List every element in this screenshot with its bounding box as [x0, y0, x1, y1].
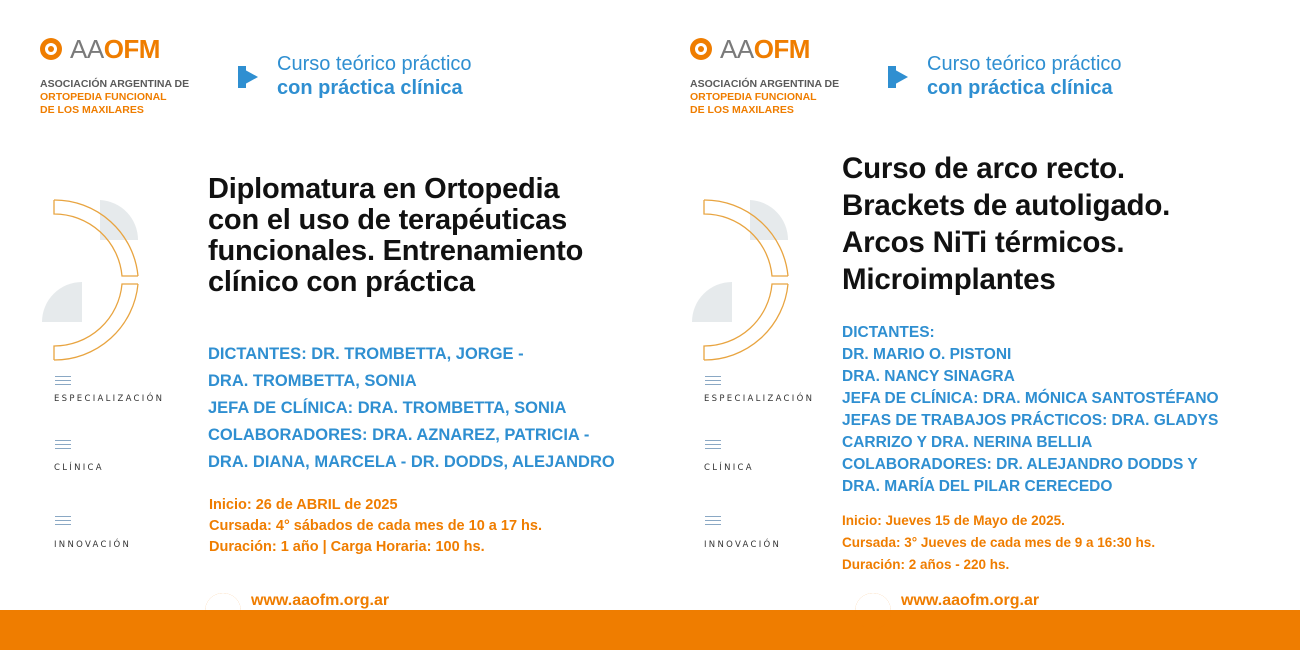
course-type: Curso teórico práctico con práctica clínica — [927, 53, 1122, 99]
staff-list: DICTANTES: DR. TROMBETTA, JORGE - DRA. TROMBETTA, SONIA JEFA DE CLÍNICA: DRA. TROMBETTA, SONIA COLABORADORES: DRA. AZNAREZ, PATRICIA - DRA. DIANA, MARCELA - DR. DODDS, ALEJANDRO — [208, 345, 615, 471]
label-clinica: CLÍNICA — [704, 463, 754, 473]
course-type: Curso teórico práctico con práctica clínica — [277, 53, 472, 99]
menu-lines-icon — [705, 376, 721, 388]
schedule-info: Inicio: Jueves 15 de Mayo de 2025. Cursada: 3° Jueves de cada mes de 9 a 16:30 hs. Duración: 2 años - 220 hs. — [842, 513, 1156, 572]
aaofm-logo-icon — [690, 38, 712, 60]
aaofm-logo-icon — [40, 38, 62, 60]
decorative-arcs-icon — [36, 196, 146, 366]
menu-lines-icon — [705, 516, 721, 528]
label-innovacion: INNOVACIÓN — [704, 540, 782, 550]
label-innovacion: INNOVACIÓN — [54, 540, 132, 550]
arrow-icon — [888, 66, 908, 88]
course-title: Diplomatura en Ortopedia con el uso de terapéuticas funcionales. Entrenamiento clínico con práctica — [208, 173, 584, 298]
schedule-info: Inicio: 26 de ABRIL de 2025 Cursada: 4° sábados de cada mes de 10 a 17 hs. Duración: 1 año | Carga Horaria: 100 hs. — [209, 497, 543, 555]
menu-lines-icon — [55, 516, 71, 528]
staff-list: DICTANTES: DR. MARIO O. PISTONI DRA. NANCY SINAGRA JEFA DE CLÍNICA: DRA. MÓNICA SANTOSTÉFANO JEFAS DE TRABAJOS PRÁCTICOS: DRA. GLADYS CARRIZO Y DRA. NERINA BELLIA COLABORADORES: DR. ALEJANDRO DODDS Y DRA. MARÍA DEL PILAR CERECEDO — [842, 324, 1219, 495]
website-link[interactable]: www.aaofm.org.ar — [251, 592, 390, 609]
logo-wordmark: AAOFM — [720, 34, 810, 64]
label-especializacion: ESPECIALIZACIÓN — [54, 394, 165, 404]
menu-lines-icon — [705, 440, 721, 452]
course-title: Curso de arco recto. Brackets de autoligado. Arcos NiTi térmicos. Microimplantes — [842, 152, 1171, 296]
label-especializacion: ESPECIALIZACIÓN — [704, 394, 815, 404]
arrow-icon — [238, 66, 258, 88]
half-circle-icon — [855, 593, 891, 629]
logo-subtitle: ASOCIACIÓN ARGENTINA DE ORTOPEDIA FUNCIONAL DE LOS MAXILARES — [40, 78, 190, 116]
menu-lines-icon — [55, 440, 71, 452]
menu-lines-icon — [55, 376, 71, 388]
label-clinica: CLÍNICA — [54, 463, 104, 473]
decorative-arcs-icon — [686, 196, 796, 366]
half-circle-icon — [205, 593, 241, 629]
logo-subtitle: ASOCIACIÓN ARGENTINA DE ORTOPEDIA FUNCIONAL DE LOS MAXILARES — [690, 78, 840, 116]
flyer-arco-recto — [650, 0, 1300, 650]
website-link[interactable]: www.aaofm.org.ar — [901, 592, 1040, 609]
logo-wordmark: AAOFM — [70, 34, 160, 64]
